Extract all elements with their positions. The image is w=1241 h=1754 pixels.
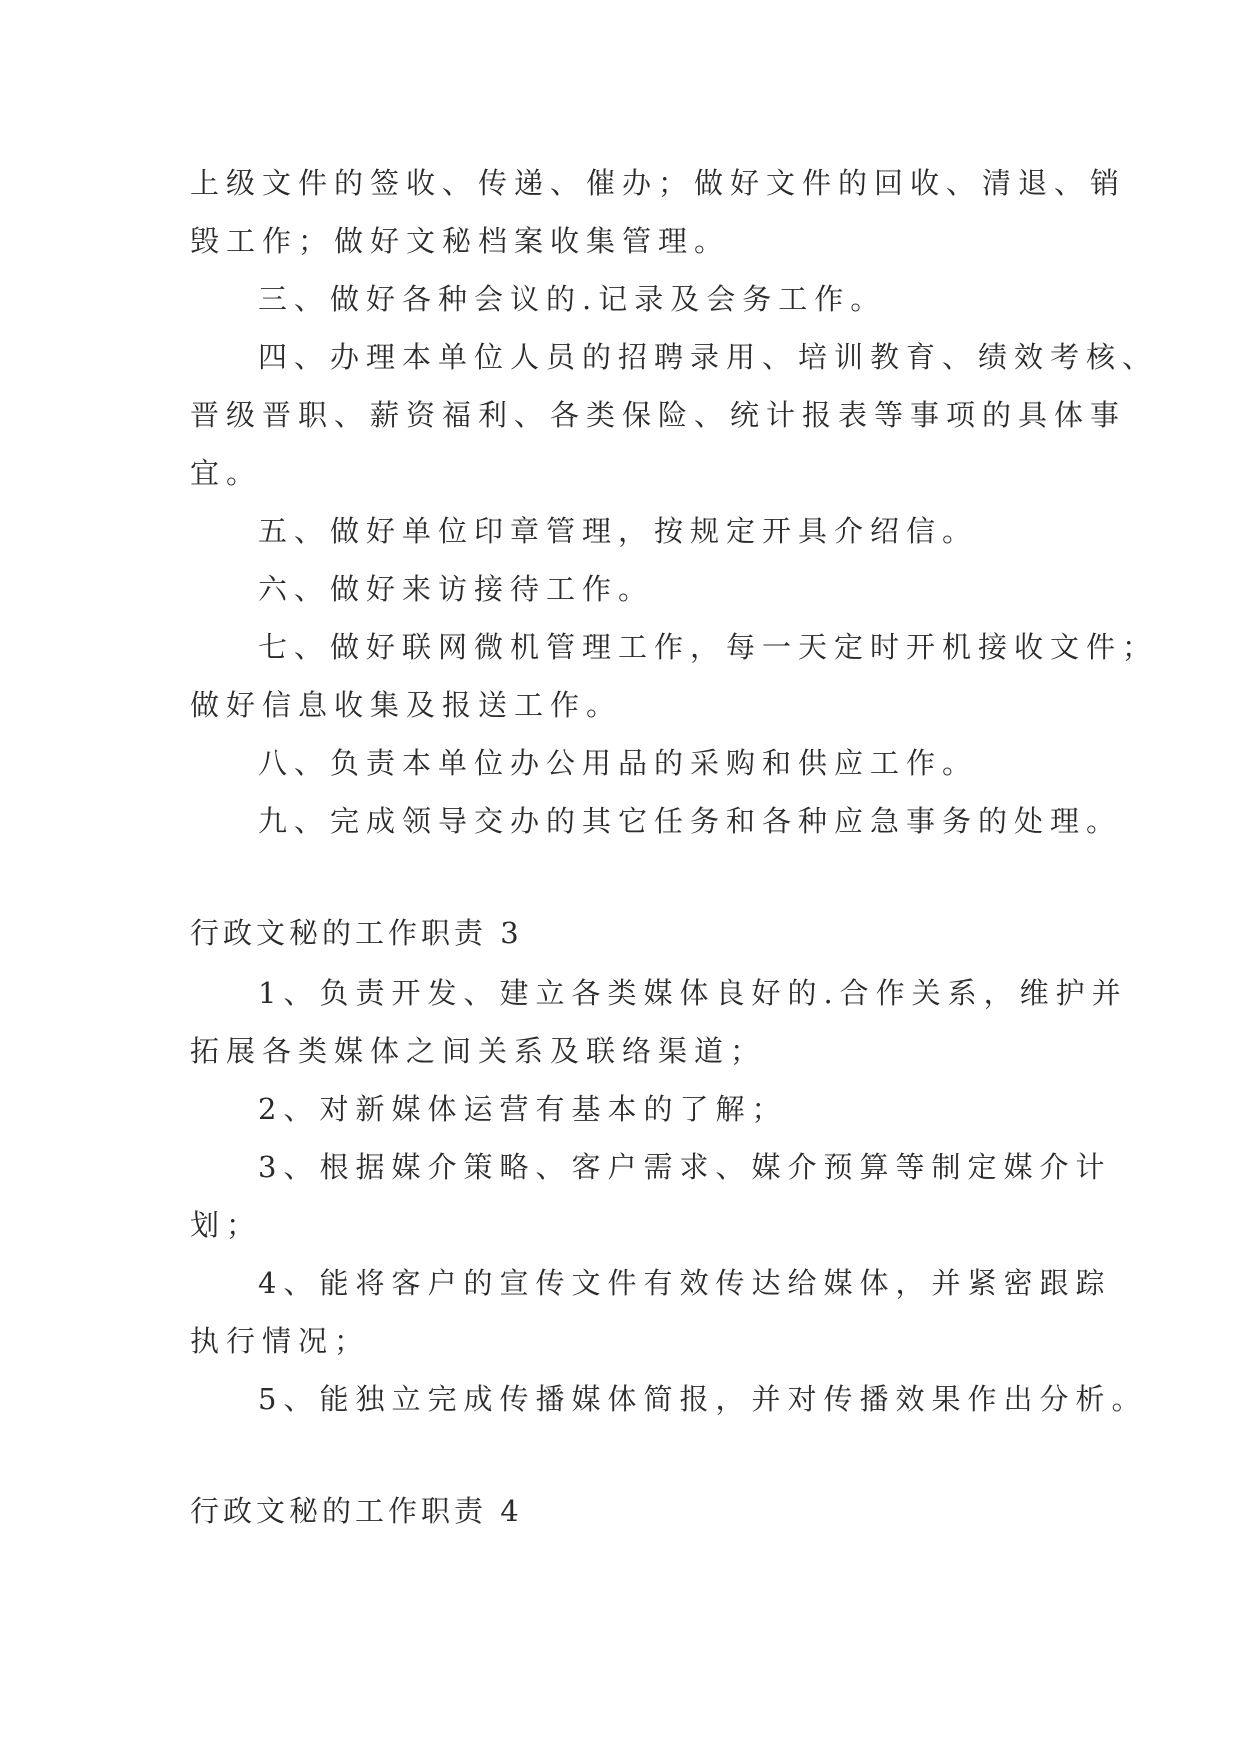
section-3-item-2: 2、对新媒体运营有基本的了解； <box>258 1092 788 1126</box>
duty-item-6: 六、做好来访接待工作。 <box>258 572 655 606</box>
duty-item-3: 三、做好各种会议的.记录及会务工作。 <box>258 282 887 316</box>
duty-item-4-line-3: 宜。 <box>190 456 263 490</box>
section-3-item-4-line-2: 执行情况； <box>190 1324 371 1358</box>
duty-item-4-line-1: 四、办理本单位人员的招聘录用、培训教育、绩效考核、 <box>258 340 1159 374</box>
duty-item-9: 九、完成领导交办的其它任务和各种应急事务的处理。 <box>258 804 1123 838</box>
paragraph-continuation-line-1: 上级文件的签收、传递、催办；做好文件的回收、清退、销 <box>190 166 1127 200</box>
section-3-item-4-line-1: 4、能将客户的宣传文件有效传达给媒体，并紧密跟踪 <box>258 1266 1112 1300</box>
section-3-item-3-line-1: 3、根据媒介策略、客户需求、媒介预算等制定媒介计 <box>258 1150 1112 1184</box>
duty-item-8: 八、负责本单位办公用品的采购和供应工作。 <box>258 746 979 780</box>
section-4-heading: 行政文秘的工作职责 4 <box>190 1494 523 1528</box>
section-3-item-3-line-2: 划； <box>190 1208 263 1242</box>
duty-item-5: 五、做好单位印章管理，按规定开具介绍信。 <box>258 514 979 548</box>
section-3-heading: 行政文秘的工作职责 3 <box>190 916 523 950</box>
duty-item-4-line-2: 晋级晋职、薪资福利、各类保险、统计报表等事项的具体事 <box>190 398 1127 432</box>
paragraph-continuation-line-2: 毁工作；做好文秘档案收集管理。 <box>190 224 731 258</box>
section-3-item-1-line-1: 1、负责开发、建立各类媒体良好的.合作关系，维护并 <box>258 976 1128 1010</box>
section-3-item-1-line-2: 拓展各类媒体之间关系及联络渠道； <box>190 1034 767 1068</box>
duty-item-7-line-1: 七、做好联网微机管理工作，每一天定时开机接收文件； <box>258 630 1159 664</box>
duty-item-7-line-2: 做好信息收集及报送工作。 <box>190 688 623 722</box>
section-3-item-5: 5、能独立完成传播媒体简报，并对传播效果作出分析。 <box>258 1382 1148 1416</box>
